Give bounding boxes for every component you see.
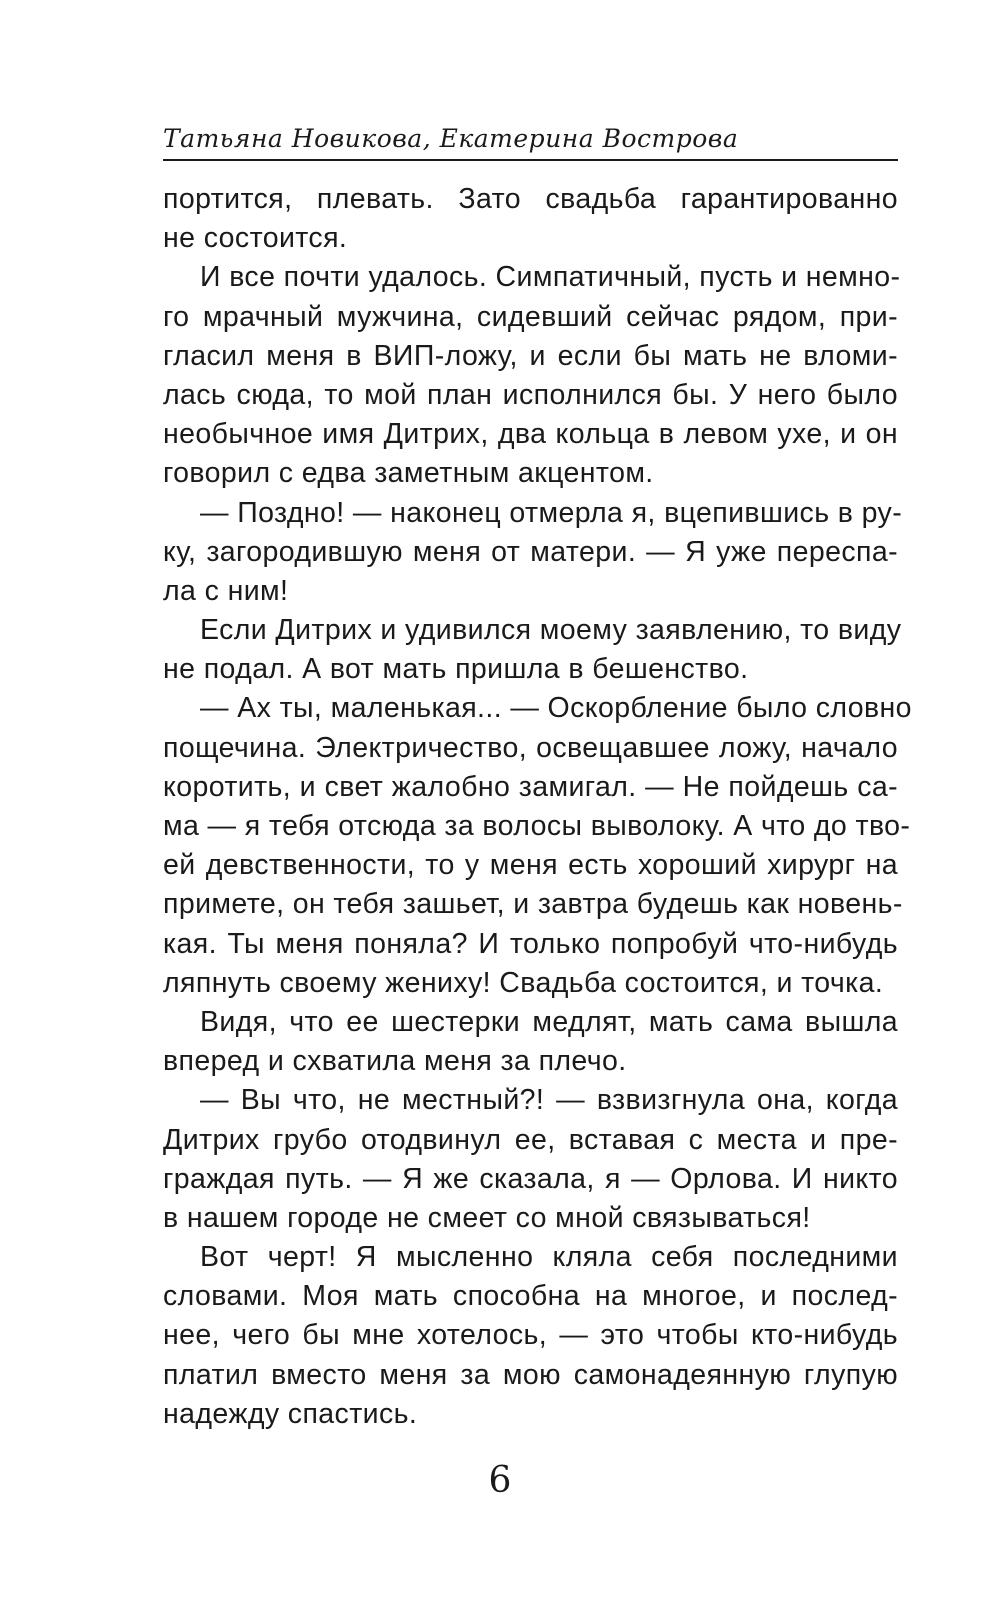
text-line: Видя, что ее шестерки медлят, мать сама вышла: [200, 1005, 898, 1038]
text-line: необычное имя Дитрих, два кольца в левом ухе, и он: [163, 418, 898, 451]
text-line: лась сюда, то мой план исполнился бы. У него было: [163, 378, 898, 411]
text-line: словами. Моя мать способна на многое, и послед-: [163, 1280, 898, 1313]
text-line: вперед и схватила меня за плечо.: [163, 1045, 627, 1078]
page-number: 6: [488, 1460, 512, 1501]
text-line: платил вместо меня за мою самонадеянную глупую: [163, 1358, 898, 1391]
text-line: Вот черт! Я мысленно кляла себя последними: [200, 1241, 898, 1274]
text-line: ла с ним!: [163, 574, 289, 607]
text-line: Дитрих грубо отодвинул ее, вставая с места и пре-: [163, 1123, 898, 1156]
text-line: не состоится.: [163, 222, 348, 255]
text-line: ей девственности, то у меня есть хороший хирург на: [163, 849, 898, 882]
text-line: в нашем городе не смеет со мной связываться!: [163, 1201, 811, 1234]
header-rule: [163, 159, 898, 161]
text-line: коротить, и свет жалобно замигал. — Не пойдешь са-: [163, 770, 898, 803]
text-line: пощечина. Электричество, освещавшее ложу, начало: [163, 731, 898, 764]
text-line: го мрачный мужчина, сидевший сейчас рядом, при-: [163, 300, 898, 333]
text-line: И все почти удалось. Симпатичный, пусть и немно-: [200, 261, 901, 294]
body-text: [163, 180, 912, 1434]
text-line: примете, он тебя зашьет, и завтра будешь как новень-: [163, 888, 903, 921]
text-line: ку, загородившую меня от матери. — Я уже переспа-: [163, 535, 898, 568]
text-line: ма — я тебя отсюда за волосы выволоку. А что до тво-: [163, 810, 911, 842]
text-line: кая. Ты меня поняла? И только попробуй что-нибудь: [163, 927, 898, 960]
running-header: Татьяна Новикова, Екатерина Вострова: [163, 124, 739, 153]
text-line: нее, чего бы мне хотелось, — это чтобы кто-нибудь: [163, 1319, 898, 1352]
text-line: портится, плевать. Зато свадьба гарантированно: [163, 183, 898, 215]
text-line: не подал. А вот мать пришла в бешенство.: [163, 653, 749, 686]
text-line: Если Дитрих и удивился моему заявлению, то виду: [200, 614, 902, 647]
text-line: — Вы что, не местный?! — взвизгнула она, когда: [200, 1084, 898, 1117]
text-line: гласил меня в ВИП-ложу, и если бы мать не вломи-: [163, 339, 898, 372]
text-line: ляпнуть своему жениху! Свадьба состоится, и точка.: [163, 966, 884, 999]
text-line: — Поздно! — наконец отмерла я, вцепившись в ру-: [200, 496, 903, 529]
text-line: граждая путь. — Я же сказала, я — Орлова. И никто: [163, 1162, 898, 1195]
text-line: — Ах ты, маленькая... — Оскорбление было словно: [200, 692, 912, 725]
text-line: говорил с едва заметным акцентом.: [163, 457, 654, 490]
text-line: надежду спастись.: [163, 1397, 418, 1430]
